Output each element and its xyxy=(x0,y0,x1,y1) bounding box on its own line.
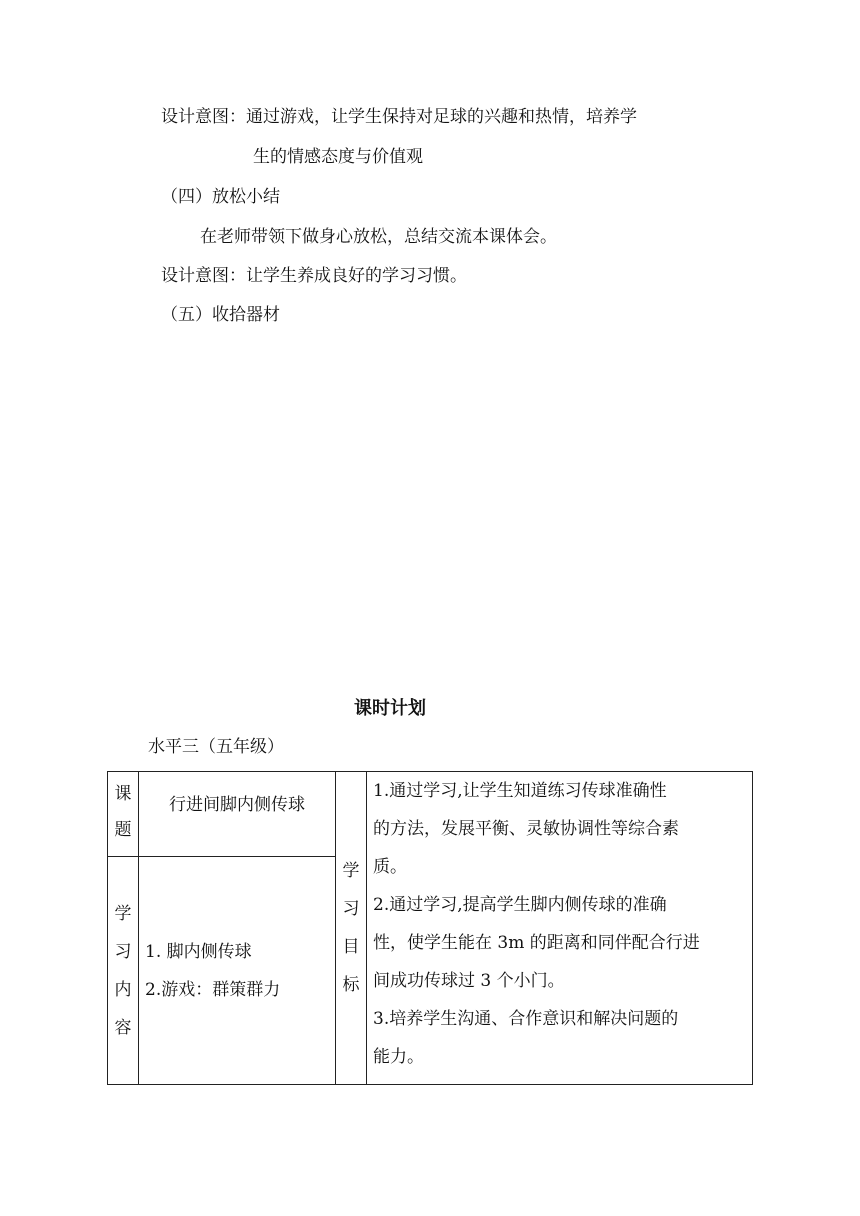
section-heading-equipment: （五）收拾器材 xyxy=(161,305,280,325)
objective-line: 能力。 xyxy=(373,1047,424,1067)
objective-line: 1.通过学习,让学生知道练习传球准确性 xyxy=(373,781,667,801)
relax-paragraph: 在老师带领下做身心放松，总结交流本课体会。 xyxy=(200,227,557,247)
content-cell xyxy=(139,857,336,1085)
content-label-char: 习 xyxy=(114,941,132,962)
content-label-char: 内 xyxy=(114,979,132,1000)
topic-label-char: 课 xyxy=(114,784,132,804)
objective-line: 间成功传球过 3 个小门。 xyxy=(373,971,565,991)
objectives-cell xyxy=(367,772,753,1085)
section-heading-relax: （四）放松小结 xyxy=(161,187,280,207)
design-intent-line-1: 设计意图：通过游戏，让学生保持对足球的兴趣和热情，培养学 xyxy=(161,107,637,127)
objective-label-char: 目 xyxy=(342,937,360,957)
topic-label-cell xyxy=(108,772,139,857)
objective-label-char: 学 xyxy=(342,861,360,881)
content-label-char: 容 xyxy=(114,1017,132,1038)
level-label: 水平三（五年级） xyxy=(148,737,284,757)
design-intent-2: 设计意图：让学生养成良好的学习习惯。 xyxy=(161,266,467,286)
topic-value: 行进间脚内侧传球 xyxy=(169,795,305,815)
objective-line: 的方法，发展平衡、灵敏协调性等综合素 xyxy=(373,819,679,839)
objective-line: 性，使学生能在 3m 的距离和同伴配合行进 xyxy=(373,933,700,953)
objective-line: 2.通过学习,提高学生脚内侧传球的准确 xyxy=(373,895,667,915)
topic-label-char: 题 xyxy=(114,820,132,840)
objective-line: 质。 xyxy=(373,857,407,877)
objective-label-char: 标 xyxy=(342,975,360,995)
design-intent-line-2: 生的情感态度与价值观 xyxy=(253,147,423,167)
content-label-cell xyxy=(108,857,139,1085)
plan-title: 课时计划 xyxy=(354,698,426,719)
topic-value-cell xyxy=(139,772,336,857)
content-item: 2.游戏：群策群力 xyxy=(145,979,281,1000)
lesson-plan-table xyxy=(107,771,753,1085)
objective-line: 3.培养学生沟通、合作意识和解决问题的 xyxy=(373,1009,679,1029)
content-label-char: 学 xyxy=(114,903,132,924)
content-item: 1. 脚内侧传球 xyxy=(145,941,252,962)
objective-label-cell xyxy=(336,772,367,1085)
objective-label-char: 习 xyxy=(342,899,360,919)
